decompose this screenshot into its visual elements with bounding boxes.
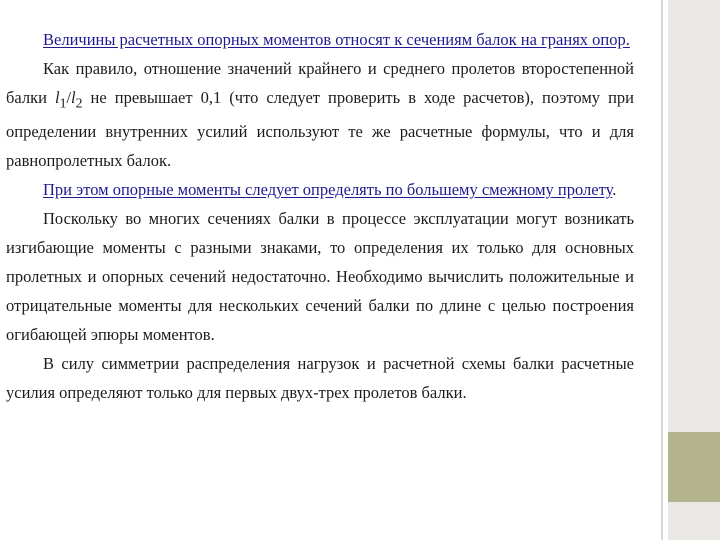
paragraph-text: не превышает 0,1 (что следует проверить в ходе расчетов), поэтому при определении внутренних усилий используют те же расчетные формулы, что и для равнопролетных балок.	[6, 88, 634, 171]
side-band-accent	[668, 432, 720, 502]
paragraph-text: Как правило, отношение значений крайнего и среднего пролетов второстепенной балки	[6, 59, 634, 107]
emphasis-text: Величины расчетных опорных моментов относят к сечениям балок на гранях опор.	[43, 30, 630, 49]
paragraph-3	[6, 175, 634, 204]
text-body	[6, 25, 634, 407]
emphasis-text: При этом опорные моменты следует определять по большему смежному пролету	[43, 180, 613, 200]
paragraph-5	[6, 349, 634, 407]
paragraph-text: В силу симметрии распределения нагрузок и расчетной схемы балки расчетные усилия определяют только для первых двух-трех пролетов балки.	[6, 354, 634, 403]
paragraph-1	[6, 25, 634, 54]
side-divider	[661, 0, 663, 540]
paragraph-text: Поскольку во многих сечениях балки в процессе эксплуатации могут возникать изгибающие моменты с разными знаками, то определения их только для основных пролетных и опорных сечений недостаточно. Необходимо вычислить положительные и отрицательные моменты для нескольких сечений балки по длине с целью построения огибающей эпюры моментов.	[6, 209, 634, 345]
paragraph-4	[6, 204, 634, 349]
math-variable: l	[71, 88, 76, 107]
paragraph-2	[6, 54, 634, 175]
paragraph-suffix: .	[612, 180, 617, 200]
math-variable: l	[54, 88, 60, 107]
math-subscript: 1	[59, 95, 67, 111]
math-slash: /	[66, 88, 72, 107]
math-subscript: 2	[75, 95, 83, 111]
